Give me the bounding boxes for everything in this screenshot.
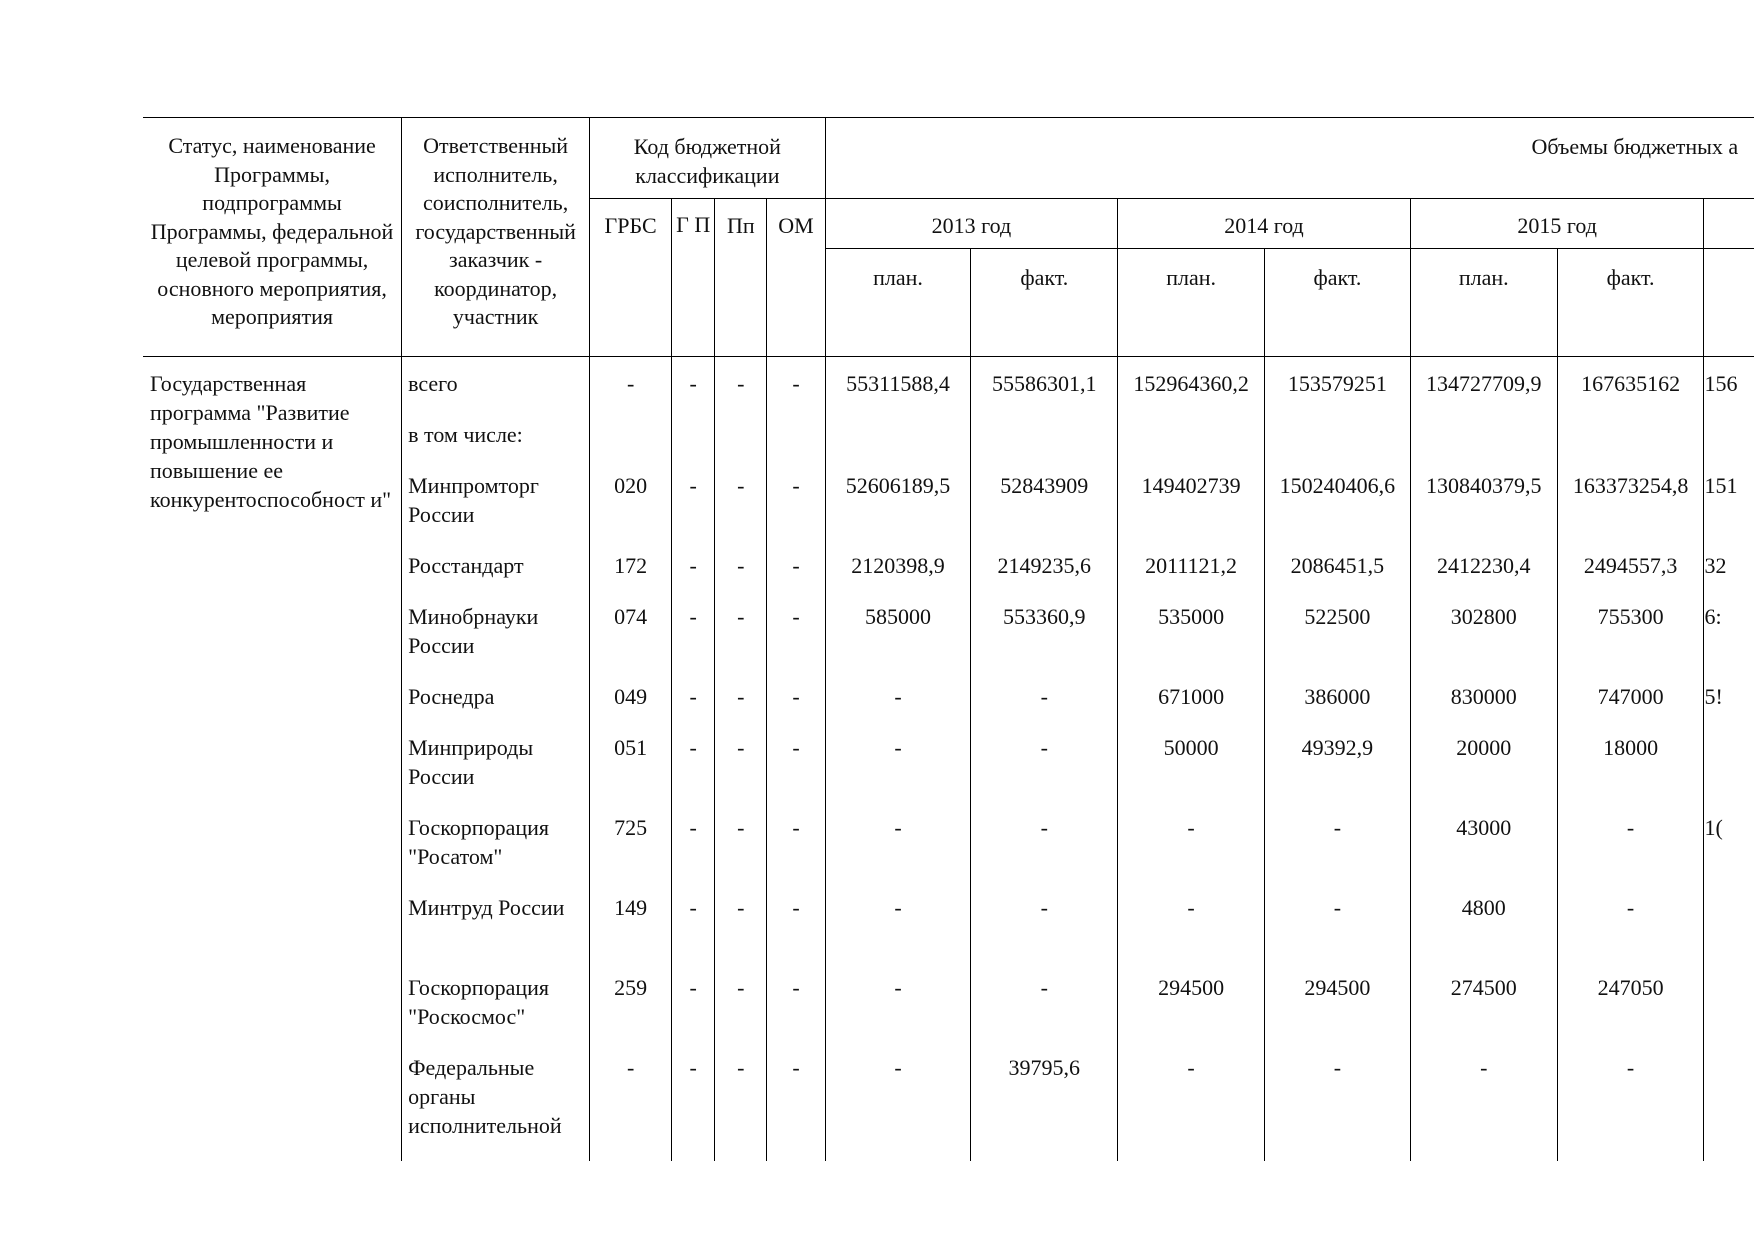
plan-value-cell: 535000 (1118, 590, 1265, 670)
plan-value-cell: 2120398,9 (825, 539, 971, 590)
plan-value-cell: 134727709,9 (1410, 357, 1557, 408)
truncated-value-cell (1704, 1041, 1754, 1161)
plan-value-cell (1410, 408, 1557, 459)
pp-cell: - (715, 459, 767, 539)
gp-cell: - (672, 721, 715, 801)
om-cell: - (767, 590, 825, 670)
plan-value-cell: 2011121,2 (1118, 539, 1265, 590)
gp-cell: - (672, 881, 715, 961)
gp-cell: - (672, 961, 715, 1041)
pp-cell: - (715, 881, 767, 961)
om-cell: - (767, 801, 825, 881)
om-cell: - (767, 539, 825, 590)
plan-value-cell: 4800 (1410, 881, 1557, 961)
plan-value-cell: 50000 (1118, 721, 1265, 801)
fact-value-cell: 49392,9 (1265, 721, 1411, 801)
plan-value-cell: 671000 (1118, 670, 1265, 721)
gp-cell: - (672, 459, 715, 539)
truncated-value-cell (1704, 881, 1754, 961)
om-cell (767, 408, 825, 459)
truncated-value-cell: 32 (1704, 539, 1754, 590)
plan-value-cell: 130840379,5 (1410, 459, 1557, 539)
responsible-cell: Минобрнауки России (402, 590, 590, 670)
pp-cell: - (715, 1041, 767, 1161)
fact-value-cell: 150240406,6 (1265, 459, 1411, 539)
grbs-cell: 051 (590, 721, 672, 801)
fact-value-cell: - (971, 801, 1118, 881)
om-cell: - (767, 721, 825, 801)
pp-cell: - (715, 357, 767, 408)
plan-value-cell: 302800 (1410, 590, 1557, 670)
plan-value-cell: 20000 (1410, 721, 1557, 801)
fact-value-cell: 167635162 (1557, 357, 1704, 408)
pp-cell (715, 408, 767, 459)
truncated-value-cell: 151 (1704, 459, 1754, 539)
budget-table (143, 117, 1754, 1161)
plan-value-cell: - (825, 801, 971, 881)
pp-cell: - (715, 590, 767, 670)
plan-value-cell: - (825, 721, 971, 801)
header-budget-code: Код бюджетной классификации (590, 118, 826, 199)
plan-value-cell: - (1118, 801, 1265, 881)
fact-value-cell (1265, 408, 1411, 459)
fact-value-cell: 163373254,8 (1557, 459, 1704, 539)
header-volumes: Объемы бюджетных а (825, 118, 1754, 199)
pp-cell: - (715, 670, 767, 721)
plan-value-cell (1118, 408, 1265, 459)
plan-value-cell: 149402739 (1118, 459, 1265, 539)
fact-value-cell: - (1265, 1041, 1411, 1161)
truncated-value-cell (1704, 721, 1754, 801)
grbs-cell: 074 (590, 590, 672, 670)
responsible-cell: всего (402, 357, 590, 408)
table-header (143, 118, 1754, 357)
responsible-cell: Минприроды России (402, 721, 590, 801)
program-status-cell: Государственная программа "Развитие промышленности и повышение ее конкурентоспособност и" (150, 371, 392, 512)
header-plan: план. (825, 249, 971, 357)
fact-value-cell: 553360,9 (971, 590, 1118, 670)
responsible-cell: в том числе: (402, 408, 590, 459)
fact-value-cell: 18000 (1557, 721, 1704, 801)
gp-cell: - (672, 670, 715, 721)
fact-value-cell: - (971, 721, 1118, 801)
header-year-2014: 2014 год (1118, 199, 1411, 249)
responsible-cell: Госкорпорация "Роскосмос" (402, 961, 590, 1041)
grbs-cell: 725 (590, 801, 672, 881)
header-pp: Пп (715, 199, 767, 357)
fact-value-cell: 2086451,5 (1265, 539, 1411, 590)
fact-value-cell: - (1557, 881, 1704, 961)
header-year-2013: 2013 год (825, 199, 1118, 249)
om-cell: - (767, 670, 825, 721)
grbs-cell: 149 (590, 881, 672, 961)
fact-value-cell: - (1557, 801, 1704, 881)
header-year-next (1704, 199, 1754, 249)
fact-value-cell: 2494557,3 (1557, 539, 1704, 590)
plan-value-cell: 55311588,4 (825, 357, 971, 408)
responsible-cell: Федеральные органы исполнительной (402, 1041, 590, 1161)
header-plan: план. (1410, 249, 1557, 357)
grbs-cell: 049 (590, 670, 672, 721)
om-cell: - (767, 357, 825, 408)
fact-value-cell: 39795,6 (971, 1041, 1118, 1161)
header-fact: факт. (1265, 249, 1411, 357)
fact-value-cell: 153579251 (1265, 357, 1411, 408)
responsible-cell: Госкорпорация "Росатом" (402, 801, 590, 881)
fact-value-cell (971, 408, 1118, 459)
header-gp: Г П (672, 199, 715, 357)
grbs-cell: - (590, 357, 672, 408)
om-cell: - (767, 459, 825, 539)
fact-value-cell: 522500 (1265, 590, 1411, 670)
gp-cell (672, 408, 715, 459)
gp-cell: - (672, 801, 715, 881)
responsible-cell: Роснедра (402, 670, 590, 721)
truncated-value-cell: 1( (1704, 801, 1754, 881)
truncated-value-cell (1704, 408, 1754, 459)
gp-cell: - (672, 539, 715, 590)
fact-value-cell: 247050 (1557, 961, 1704, 1041)
fact-value-cell: - (971, 961, 1118, 1041)
plan-value-cell: 52606189,5 (825, 459, 971, 539)
om-cell: - (767, 1041, 825, 1161)
plan-value-cell: 2412230,4 (1410, 539, 1557, 590)
pp-cell: - (715, 961, 767, 1041)
plan-value-cell: - (825, 881, 971, 961)
fact-value-cell: 294500 (1265, 961, 1411, 1041)
header-fact: факт. (971, 249, 1118, 357)
gp-cell: - (672, 1041, 715, 1161)
plan-value-cell: 43000 (1410, 801, 1557, 881)
responsible-cell: Минтруд России (402, 881, 590, 961)
grbs-cell: 020 (590, 459, 672, 539)
om-cell: - (767, 961, 825, 1041)
plan-value-cell: - (1118, 1041, 1265, 1161)
fact-value-cell (1557, 408, 1704, 459)
truncated-value-cell (1704, 961, 1754, 1041)
fact-value-cell: 755300 (1557, 590, 1704, 670)
header-plan-next (1704, 249, 1754, 357)
plan-value-cell: - (825, 961, 971, 1041)
plan-value-cell: 585000 (825, 590, 971, 670)
header-status: Статус, наименование Программы, подпрограммы Программы, федеральной целевой программы, основного мероприятия, мероприятия (143, 118, 402, 357)
fact-value-cell: 55586301,1 (971, 357, 1118, 408)
plan-value-cell (825, 408, 971, 459)
grbs-cell: 172 (590, 539, 672, 590)
fact-value-cell: - (1557, 1041, 1704, 1161)
plan-value-cell: 294500 (1118, 961, 1265, 1041)
fact-value-cell: - (1265, 881, 1411, 961)
pp-cell: - (715, 721, 767, 801)
plan-value-cell: 152964360,2 (1118, 357, 1265, 408)
gp-cell: - (672, 590, 715, 670)
gp-cell: - (672, 357, 715, 408)
pp-cell: - (715, 539, 767, 590)
header-fact: факт. (1557, 249, 1704, 357)
grbs-cell (590, 408, 672, 459)
header-grbs: ГРБС (590, 199, 672, 357)
header-plan: план. (1118, 249, 1265, 357)
table-body (143, 357, 1754, 1161)
plan-value-cell: - (825, 670, 971, 721)
header-year-2015: 2015 год (1410, 199, 1704, 249)
truncated-value-cell: 6: (1704, 590, 1754, 670)
plan-value-cell: 830000 (1410, 670, 1557, 721)
truncated-value-cell: 156 (1704, 357, 1754, 408)
grbs-cell: 259 (590, 961, 672, 1041)
plan-value-cell: - (1410, 1041, 1557, 1161)
fact-value-cell: 747000 (1557, 670, 1704, 721)
pp-cell: - (715, 801, 767, 881)
fact-value-cell: - (971, 881, 1118, 961)
fact-value-cell: - (971, 670, 1118, 721)
plan-value-cell: - (1118, 881, 1265, 961)
responsible-cell: Росстандарт (402, 539, 590, 590)
table-row (143, 357, 1754, 408)
plan-value-cell: 274500 (1410, 961, 1557, 1041)
header-responsible: Ответственный исполнитель, соисполнитель, государственный заказчик - координатор, участник (402, 118, 590, 357)
responsible-cell: Минпромторг России (402, 459, 590, 539)
fact-value-cell: 386000 (1265, 670, 1411, 721)
fact-value-cell: 52843909 (971, 459, 1118, 539)
grbs-cell: - (590, 1041, 672, 1161)
plan-value-cell: - (825, 1041, 971, 1161)
header-om: ОМ (767, 199, 825, 357)
om-cell: - (767, 881, 825, 961)
fact-value-cell: 2149235,6 (971, 539, 1118, 590)
truncated-value-cell: 5! (1704, 670, 1754, 721)
fact-value-cell: - (1265, 801, 1411, 881)
